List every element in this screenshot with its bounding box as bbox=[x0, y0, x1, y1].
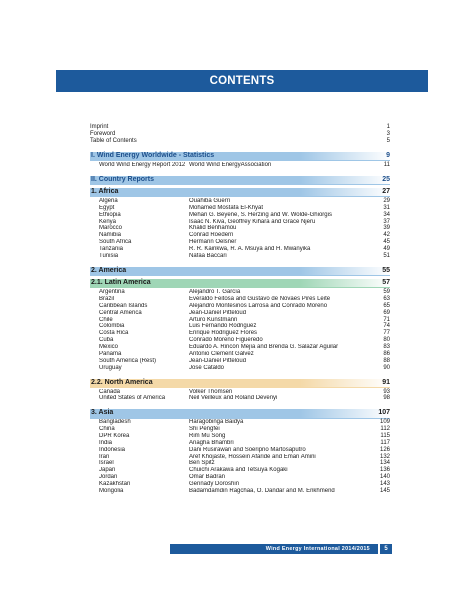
toc-entry-author: Aref Khojaste, Hossein Afaride and Eman Amini bbox=[189, 453, 316, 460]
toc-page-number: 71 bbox=[383, 316, 390, 323]
toc-entry-row[interactable] bbox=[90, 219, 390, 226]
toc-entry-author: Conrad Roedern bbox=[189, 232, 234, 239]
toc-front-matter-row[interactable] bbox=[90, 124, 390, 131]
toc-entry-country: Panama bbox=[99, 350, 122, 357]
toc-entry-author: Eduardo A. Rincón Mejía and Brenda G. Salazar Aguilar bbox=[189, 343, 339, 350]
toc-page-number: 11 bbox=[383, 161, 390, 168]
toc-entry-title: Foreword bbox=[90, 130, 116, 137]
toc-page-number: 83 bbox=[383, 343, 390, 350]
toc-entry-row[interactable] bbox=[90, 198, 390, 205]
toc-entry-title: Imprint bbox=[90, 124, 109, 130]
toc-page-number: 42 bbox=[383, 232, 390, 239]
toc-entry-row[interactable] bbox=[90, 344, 390, 351]
page-title: CONTENTS bbox=[56, 70, 428, 92]
toc-section-title: 2. America bbox=[91, 266, 127, 274]
toc-entry-author: José Cataldo bbox=[189, 364, 225, 371]
toc-section-heading[interactable] bbox=[90, 409, 390, 418]
toc-entry-row[interactable] bbox=[90, 317, 390, 324]
toc-entry-author: Isaac N. Kiva, Geoffrey Kihara and Grace Njeru bbox=[189, 218, 316, 225]
toc-entry-author: World Wind EnergyAssociation bbox=[189, 161, 272, 168]
toc-entry-row[interactable] bbox=[90, 474, 390, 481]
toc-entry-author: Anagha Bhambri bbox=[189, 439, 234, 446]
toc-page-number: 31 bbox=[383, 204, 390, 211]
toc-entry-country: Kenya bbox=[99, 218, 117, 225]
toc-section-page: 25 bbox=[382, 175, 390, 183]
toc-page-number: 1 bbox=[386, 124, 390, 130]
toc-entry-author: Luis Fernando Rodriguez bbox=[189, 323, 257, 330]
toc-spacer bbox=[90, 260, 390, 264]
toc-entry-author: Enrique Rodriguez Flores bbox=[189, 330, 258, 337]
toc-entry-row[interactable] bbox=[90, 330, 390, 337]
toc-entry-country: Brazil bbox=[99, 296, 115, 303]
toc-entry-row[interactable] bbox=[90, 488, 390, 495]
toc-page-number: 117 bbox=[380, 439, 390, 446]
toc-page-number: 90 bbox=[383, 364, 390, 371]
toc-spacer bbox=[90, 169, 390, 173]
toc-entry-author: Badamdamdin Ragchaa, O. Dandar and M. Enkhmend bbox=[189, 487, 335, 494]
toc-entry-row[interactable] bbox=[90, 440, 390, 447]
toc-section-page: 9 bbox=[386, 151, 390, 159]
table-of-contents bbox=[90, 124, 390, 499]
toc-section-title: 2.2. North America bbox=[91, 378, 153, 386]
toc-entry-country: Kazakhstan bbox=[99, 480, 131, 487]
toc-entry-row[interactable] bbox=[90, 296, 390, 303]
toc-entry-country: Ethiopia bbox=[99, 211, 121, 218]
toc-entry-author: Neil Veilleux and Roland Devenyi bbox=[189, 395, 278, 402]
toc-entry-author: Rim Mu Song bbox=[189, 433, 226, 440]
toc-entry-row[interactable] bbox=[90, 337, 390, 344]
toc-entry-country: Caribbean Islands bbox=[99, 302, 148, 309]
toc-entry-country: Colombia bbox=[99, 323, 125, 330]
toc-entry-row[interactable] bbox=[90, 365, 390, 372]
toc-entry-country: Uruguay bbox=[99, 364, 122, 371]
toc-entry-country: Iran bbox=[99, 453, 110, 460]
toc-entry-row[interactable] bbox=[90, 460, 390, 467]
toc-spacer bbox=[90, 402, 390, 406]
toc-entry-row[interactable] bbox=[90, 246, 390, 253]
toc-entry-author: Hermann Oelsner bbox=[189, 239, 237, 246]
toc-entry-country: Namibia bbox=[99, 232, 122, 239]
toc-entry-country: Chile bbox=[99, 316, 113, 323]
toc-page-number: 145 bbox=[379, 487, 390, 494]
toc-entry-row[interactable] bbox=[90, 212, 390, 219]
toc-entry-country: United States of America bbox=[99, 395, 166, 402]
toc-section-heading[interactable] bbox=[90, 267, 390, 276]
toc-page-number: 65 bbox=[383, 302, 390, 309]
toc-entry-author: Omar Badran bbox=[189, 474, 226, 481]
toc-section-heading[interactable] bbox=[90, 279, 390, 288]
toc-entry-row[interactable] bbox=[90, 323, 390, 330]
toc-section-page: 27 bbox=[382, 188, 390, 196]
toc-page-number: 34 bbox=[383, 211, 390, 218]
toc-entry-country: Japan bbox=[99, 467, 116, 474]
toc-entry-country: South Africa bbox=[99, 239, 132, 246]
toc-entry-country: Cuba bbox=[99, 337, 114, 344]
toc-entry-row[interactable] bbox=[90, 481, 390, 488]
toc-page-number: 77 bbox=[383, 330, 390, 337]
toc-page-number: 112 bbox=[380, 426, 390, 433]
toc-entry-title: Table of Contents bbox=[90, 137, 137, 144]
toc-page-number: 98 bbox=[383, 395, 390, 402]
toc-entry-country: India bbox=[99, 439, 113, 446]
toc-section-title: 1. Africa bbox=[91, 188, 119, 196]
toc-page-number: 88 bbox=[383, 357, 390, 364]
toc-page-number: 80 bbox=[383, 337, 390, 344]
toc-entry-row[interactable] bbox=[90, 447, 390, 454]
toc-page-number: 63 bbox=[383, 296, 390, 303]
toc-page-number: 51 bbox=[383, 252, 390, 259]
toc-page-number: 134 bbox=[379, 460, 390, 467]
toc-entry-author: R. R. Kainkwa, R. A. Msuya and H. Mwanyika bbox=[189, 246, 311, 252]
toc-spacer bbox=[90, 371, 390, 375]
toc-spacer bbox=[90, 145, 390, 149]
toc-page-number: 59 bbox=[383, 289, 390, 296]
toc-entry-author: Jean-Daniel Pitteloud bbox=[189, 309, 247, 316]
footer-publication: Wind Energy International 2014/2015 bbox=[265, 546, 370, 552]
toc-section-title: II. Country Reports bbox=[91, 175, 155, 183]
toc-entry-author: Antonio Clement Gálvez bbox=[189, 350, 254, 357]
toc-entry-author: Arturo Kunstmann bbox=[189, 316, 238, 323]
toc-page-number: 39 bbox=[383, 225, 390, 232]
toc-entry-row[interactable] bbox=[90, 289, 390, 296]
toc-entry-row[interactable] bbox=[90, 205, 390, 212]
toc-entry-country: World Wind Energy Report 2012 bbox=[99, 161, 186, 168]
toc-section-title: 2.1. Latin America bbox=[91, 279, 151, 287]
toc-entry-author: Everaldo Feitosa and Gustavo de Novaes Pires Leite bbox=[189, 296, 331, 303]
toc-entry-country: Costa Rica bbox=[99, 330, 129, 337]
toc-section-page: 107 bbox=[378, 409, 390, 417]
toc-entry-country: South America (Rest) bbox=[99, 357, 157, 364]
toc-spacer bbox=[90, 495, 390, 499]
toc-entry-author: Khalid Benhamou bbox=[189, 225, 237, 232]
toc-page-number: 29 bbox=[383, 198, 390, 205]
toc-entry-row[interactable] bbox=[90, 433, 390, 440]
toc-page-number: 69 bbox=[383, 309, 390, 316]
toc-entry-author: Ben Spitz bbox=[189, 460, 215, 467]
toc-entry-author: Ouahiba Guerri bbox=[189, 198, 231, 205]
toc-section-page: 55 bbox=[382, 266, 390, 274]
toc-entry-country: Argentina bbox=[99, 289, 125, 296]
toc-page-number: 45 bbox=[383, 239, 390, 246]
toc-page-number: 86 bbox=[383, 350, 390, 357]
page-footer bbox=[170, 544, 392, 554]
toc-entry-country: Algeria bbox=[99, 198, 118, 205]
toc-entry-author: Chuichi Arakawa and Tetsuya Kogaki bbox=[189, 467, 288, 474]
toc-entry-country: China bbox=[99, 426, 115, 433]
toc-entry-author: Haragobinga Baidya bbox=[189, 419, 244, 426]
toc-front-matter-row[interactable] bbox=[90, 138, 390, 145]
toc-entry-row[interactable] bbox=[90, 239, 390, 246]
toc-entry-row[interactable] bbox=[90, 358, 390, 365]
toc-entry-author: Conrado Moreno Figueredo bbox=[189, 337, 263, 344]
toc-section-heading[interactable] bbox=[90, 379, 390, 388]
toc-page-number: 74 bbox=[383, 323, 390, 330]
toc-entry-author: Jean-Daniel Pitteloud bbox=[189, 357, 247, 364]
toc-entry-row[interactable] bbox=[90, 467, 390, 474]
toc-section-heading[interactable] bbox=[90, 188, 390, 197]
toc-page-number: 140 bbox=[379, 474, 390, 481]
toc-entry-author: Mehari G. Beyene, S. Herzing and W. Wolde-Ghiorgis bbox=[189, 211, 332, 218]
toc-entry-country: Bangladesh bbox=[99, 419, 131, 426]
toc-entry-country: Marocco bbox=[99, 225, 123, 232]
toc-page-number: 3 bbox=[386, 130, 390, 137]
toc-entry-author: Alejandro T. García bbox=[189, 289, 241, 296]
toc-entry-row[interactable] bbox=[90, 426, 390, 433]
toc-entry-row[interactable] bbox=[90, 395, 390, 402]
toc-page-number: 143 bbox=[379, 480, 390, 487]
toc-entry-author: Mohamed Mostafa El-Khyat bbox=[189, 204, 264, 211]
toc-section-heading[interactable] bbox=[90, 176, 390, 185]
toc-entry-row[interactable] bbox=[90, 162, 390, 169]
toc-entry-row[interactable] bbox=[90, 303, 390, 310]
toc-page-number: 132 bbox=[379, 453, 390, 460]
toc-entry-row[interactable] bbox=[90, 454, 390, 461]
toc-entry-country: Central America bbox=[99, 309, 142, 316]
toc-page-number: 93 bbox=[383, 388, 390, 395]
toc-entry-country: Egypt bbox=[99, 204, 115, 211]
footer-page-number: 5 bbox=[378, 544, 392, 554]
toc-page-number: 37 bbox=[383, 218, 390, 225]
toc-entry-author: Nafaa Baccari bbox=[189, 252, 227, 259]
toc-page-number: 49 bbox=[383, 246, 390, 252]
toc-entry-author: Gennady Doroshin bbox=[189, 480, 240, 487]
toc-page-number: 126 bbox=[379, 446, 390, 453]
toc-entry-row[interactable] bbox=[90, 253, 390, 260]
toc-entry-row[interactable] bbox=[90, 225, 390, 232]
toc-page-number: 109 bbox=[379, 419, 390, 426]
toc-front-matter-row[interactable] bbox=[90, 131, 390, 138]
toc-entry-country: Jordan bbox=[99, 474, 118, 481]
toc-entry-author: Dani Rusirawan and Soeripno Martosaputro bbox=[189, 446, 306, 453]
toc-section-heading[interactable] bbox=[90, 152, 390, 161]
toc-entry-row[interactable] bbox=[90, 310, 390, 317]
toc-page-number: 5 bbox=[386, 137, 390, 144]
toc-section-title: I. Wind Energy Worldwide - Statistics bbox=[91, 151, 215, 159]
toc-entry-author: Volker Thomsen bbox=[189, 388, 233, 395]
toc-entry-country: DPR Korea bbox=[99, 433, 130, 440]
toc-entry-row[interactable] bbox=[90, 419, 390, 426]
toc-entry-row[interactable] bbox=[90, 232, 390, 239]
toc-entry-country: Israel bbox=[99, 460, 114, 467]
toc-section-page: 91 bbox=[382, 378, 390, 386]
toc-entry-country: Mexico bbox=[99, 343, 119, 350]
toc-entry-country: Tunisia bbox=[99, 252, 119, 259]
toc-entry-country: Mongolia bbox=[99, 487, 124, 494]
toc-entry-country: Canada bbox=[99, 388, 121, 395]
toc-section-page: 57 bbox=[382, 279, 390, 287]
toc-section-title: 3. Asia bbox=[91, 409, 114, 417]
toc-page-number: 115 bbox=[380, 433, 390, 440]
toc-entry-author: Shi Pengfei bbox=[189, 426, 220, 433]
toc-entry-row[interactable] bbox=[90, 351, 390, 358]
toc-page-number: 136 bbox=[379, 467, 390, 474]
toc-entry-country: Indonesia bbox=[99, 446, 126, 453]
toc-entry-country: Tanzania bbox=[99, 246, 124, 252]
toc-entry-row[interactable] bbox=[90, 389, 390, 396]
toc-entry-author: Alejandro Montesinos Larrosa and Conrado Moreno bbox=[189, 302, 328, 309]
